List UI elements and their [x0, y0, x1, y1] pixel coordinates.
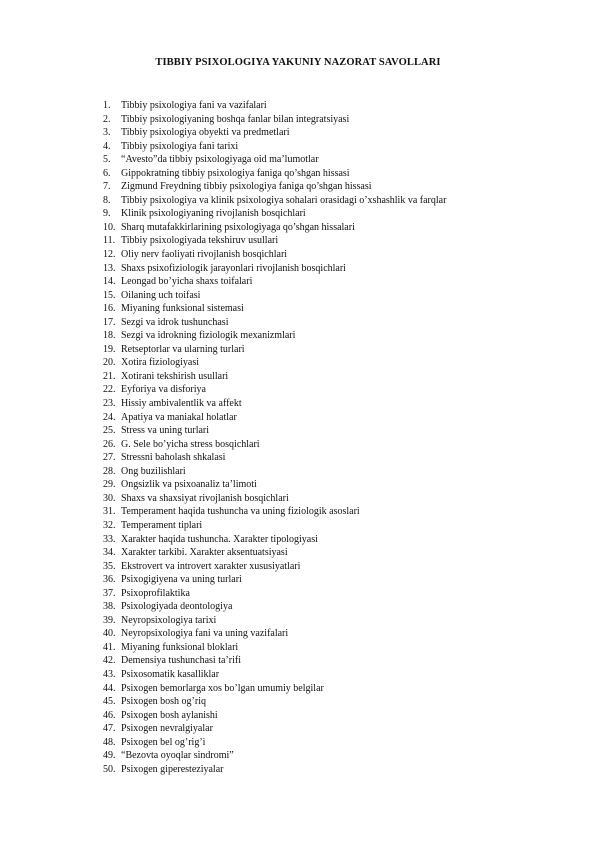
- question-text: Miyaning funksional bloklari: [121, 641, 239, 653]
- question-text: “Bezovta oyoqlar sindromi”: [121, 750, 234, 762]
- question-number: 18.: [103, 330, 116, 342]
- question-text: Temperament tiplari: [121, 519, 203, 531]
- question-item: [103, 722, 556, 736]
- question-item: [103, 627, 556, 641]
- question-item: [103, 763, 556, 777]
- question-item: [103, 126, 556, 140]
- question-item: [103, 560, 556, 574]
- question-item: [103, 749, 556, 763]
- question-item: [103, 695, 556, 709]
- question-item: [103, 600, 556, 614]
- question-number: 2.: [103, 113, 111, 125]
- question-text: Xarakter tarkibi. Xarakter aksentuatsiyasi: [121, 547, 288, 559]
- question-text: Ekstrovert va introvert xarakter xususiyatlari: [121, 560, 301, 572]
- question-item: [103, 383, 556, 397]
- question-number: 45.: [103, 696, 116, 708]
- question-item: [103, 153, 556, 167]
- question-number: 17.: [103, 316, 116, 328]
- question-text: Psixoprofilaktika: [121, 587, 190, 599]
- question-item: [103, 248, 556, 262]
- question-number: 42.: [103, 655, 116, 667]
- question-item: [103, 478, 556, 492]
- question-number: 27.: [103, 452, 116, 464]
- question-number: 38.: [103, 601, 116, 613]
- question-number: 14.: [103, 276, 116, 288]
- question-number: 20.: [103, 357, 116, 369]
- question-number: 4.: [103, 140, 111, 152]
- question-number: 37.: [103, 587, 116, 599]
- question-text: Psixosomatik kasalliklar: [121, 668, 220, 680]
- question-item: [103, 113, 556, 127]
- question-item: [103, 465, 556, 479]
- question-number: 47.: [103, 723, 116, 735]
- question-number: 31.: [103, 506, 116, 518]
- question-item: [103, 302, 556, 316]
- question-number: 5.: [103, 154, 111, 166]
- question-item: [103, 587, 556, 601]
- question-number: 25.: [103, 425, 116, 437]
- question-number: 13.: [103, 262, 116, 274]
- question-item: [103, 682, 556, 696]
- question-item: [103, 533, 556, 547]
- question-text: Retseptorlar va ularning turlari: [121, 343, 245, 355]
- question-text: Oilaning uch toifasi: [121, 289, 201, 301]
- question-item: [103, 397, 556, 411]
- question-number: 41.: [103, 641, 116, 653]
- question-item: [103, 262, 556, 276]
- question-number: 35.: [103, 560, 116, 572]
- question-item: [103, 289, 556, 303]
- question-item: [103, 438, 556, 452]
- question-number: 36.: [103, 574, 116, 586]
- question-text: Psixogen bemorlarga xos bo’lgan umumiy belgilar: [121, 682, 324, 694]
- question-text: Neyropsixologiya tarixi: [121, 614, 217, 626]
- question-item: [103, 99, 556, 113]
- question-number: 32.: [103, 519, 116, 531]
- question-text: Apatiya va maniakal holatlar: [121, 411, 237, 423]
- question-number: 19.: [103, 343, 116, 355]
- question-number: 1.: [103, 100, 111, 111]
- question-number: 21.: [103, 370, 116, 382]
- question-item: [103, 194, 556, 208]
- question-text: Tibbiy psixologiya va klinik psixologiya sohalari orasidagi o’xshashlik va farqlar: [121, 194, 447, 206]
- question-item: [103, 505, 556, 519]
- question-text: Psixogen giperesteziyalar: [121, 763, 224, 775]
- question-number: 30.: [103, 492, 116, 504]
- question-text: Psixologiyada deontologiya: [121, 601, 233, 613]
- question-number: 15.: [103, 289, 116, 301]
- question-number: 44.: [103, 682, 116, 694]
- question-text: Temperament haqida tushuncha va uning fiziologik asoslari: [121, 506, 360, 518]
- question-number: 28.: [103, 465, 116, 477]
- question-text: Sezgi va idrok tushunchasi: [121, 316, 229, 328]
- question-item: [103, 370, 556, 384]
- question-text: Leongad bo’yicha shaxs toifalari: [121, 276, 253, 288]
- question-item: [103, 451, 556, 465]
- question-number: 40.: [103, 628, 116, 640]
- question-text: Tibbiy psixologiya fani va vazifalari: [121, 100, 267, 111]
- question-number: 50.: [103, 763, 116, 775]
- question-number: 7.: [103, 181, 111, 193]
- question-text: Miyaning funksional sistemasi: [121, 303, 244, 315]
- question-number: 34.: [103, 547, 116, 559]
- question-text: Sezgi va idrokning fiziologik mexanizmlari: [121, 330, 296, 342]
- question-item: [103, 329, 556, 343]
- question-number: 46.: [103, 709, 116, 721]
- question-item: [103, 207, 556, 221]
- question-number: 49.: [103, 750, 116, 762]
- question-text: Gippokratning tibbiy psixologiya faniga qo’shgan hissasi: [121, 167, 350, 179]
- question-number: 23.: [103, 398, 116, 410]
- question-list: [103, 99, 556, 776]
- question-number: 43.: [103, 668, 116, 680]
- question-item: [103, 668, 556, 682]
- question-text: Stressni baholash shkalasi: [121, 452, 226, 464]
- question-text: Klinik psixologiyaning rivojlanish bosqichlari: [121, 208, 306, 220]
- question-text: Shaxs va shaxsiyat rivojlanish bosqichlari: [121, 492, 289, 504]
- question-text: Stress va uning turlari: [121, 425, 210, 437]
- question-text: Psixogigiyena va uning turlari: [121, 574, 242, 586]
- question-text: Demensiya tushunchasi ta’rifi: [121, 655, 241, 667]
- question-number: 16.: [103, 303, 116, 315]
- question-text: Xotira fiziologiyasi: [121, 357, 200, 369]
- question-number: 11.: [103, 235, 116, 247]
- question-text: Hissiy ambivalentlik va affekt: [121, 398, 242, 410]
- question-number: 9.: [103, 208, 111, 220]
- question-item: [103, 411, 556, 425]
- question-item: [103, 424, 556, 438]
- question-number: 33.: [103, 533, 116, 545]
- question-text: Neyropsixologiya fani va uning vazifalari: [121, 628, 289, 640]
- question-number: 29.: [103, 479, 116, 491]
- question-text: “Avesto”da tibbiy psixologiyaga oid ma’lumotlar: [121, 154, 319, 166]
- question-text: Tibbiy psixologiyada tekshiruv usullari: [121, 235, 279, 247]
- question-number: 12.: [103, 249, 116, 261]
- question-item: [103, 180, 556, 194]
- question-item: [103, 140, 556, 154]
- question-number: 10.: [103, 221, 116, 233]
- question-item: [103, 736, 556, 750]
- question-text: Psixogen nevralgiyalar: [121, 723, 213, 735]
- question-number: 8.: [103, 194, 111, 206]
- question-number: 48.: [103, 736, 116, 748]
- question-item: [103, 641, 556, 655]
- question-item: [103, 654, 556, 668]
- question-text: Xarakter haqida tushuncha. Xarakter tipologiyasi: [121, 533, 318, 545]
- question-text: Psixogen bel og’rig’i: [121, 736, 206, 748]
- question-text: Xotirani tekshirish usullari: [121, 370, 229, 382]
- question-text: Shaxs psixofiziologik jarayonlari rivojlanish bosqichlari: [121, 262, 346, 274]
- question-item: [103, 709, 556, 723]
- question-text: Eyforiya va disforiya: [121, 384, 206, 396]
- question-text: Oliy nerv faoliyati rivojlanish bosqichlari: [121, 249, 288, 261]
- question-item: [103, 492, 556, 506]
- question-text: G. Sele bo’yicha stress bosqichlari: [121, 438, 260, 450]
- question-item: [103, 343, 556, 357]
- question-text: Ong buzilishlari: [121, 465, 186, 477]
- question-item: [103, 275, 556, 289]
- question-text: Tibbiy psixologiya fani tarixi: [121, 140, 239, 152]
- question-item: [103, 316, 556, 330]
- question-item: [103, 167, 556, 181]
- question-item: [103, 519, 556, 533]
- question-text: Ongsizlik va psixoanaliz ta’limoti: [121, 479, 257, 491]
- question-text: Sharq mutafakkirlarining psixologiyaga qo’shgan hissalari: [121, 221, 355, 233]
- question-text: Tibbiy psixologiya obyekti va predmetlari: [121, 127, 290, 139]
- question-item: [103, 614, 556, 628]
- question-text: Psixogen bosh aylanishi: [121, 709, 218, 721]
- question-number: 24.: [103, 411, 116, 423]
- question-number: 6.: [103, 167, 111, 179]
- question-text: Psixogen bosh og’riq: [121, 696, 206, 708]
- question-item: [103, 573, 556, 587]
- question-number: 22.: [103, 384, 116, 396]
- question-item: [103, 356, 556, 370]
- question-text: Zigmund Freydning tibbiy psixologiya faniga qo’shgan hissasi: [121, 181, 372, 193]
- document-title: TIBBIY PSIXOLOGIYA YAKUNIY NAZORAT SAVOLLARI: [155, 57, 441, 68]
- question-text: Tibbiy psixologiyaning boshqa fanlar bilan integratsiyasi: [121, 113, 350, 125]
- question-number: 3.: [103, 127, 111, 139]
- question-item: [103, 546, 556, 560]
- question-number: 39.: [103, 614, 116, 626]
- question-number: 26.: [103, 438, 116, 450]
- question-item: [103, 221, 556, 235]
- question-item: [103, 234, 556, 248]
